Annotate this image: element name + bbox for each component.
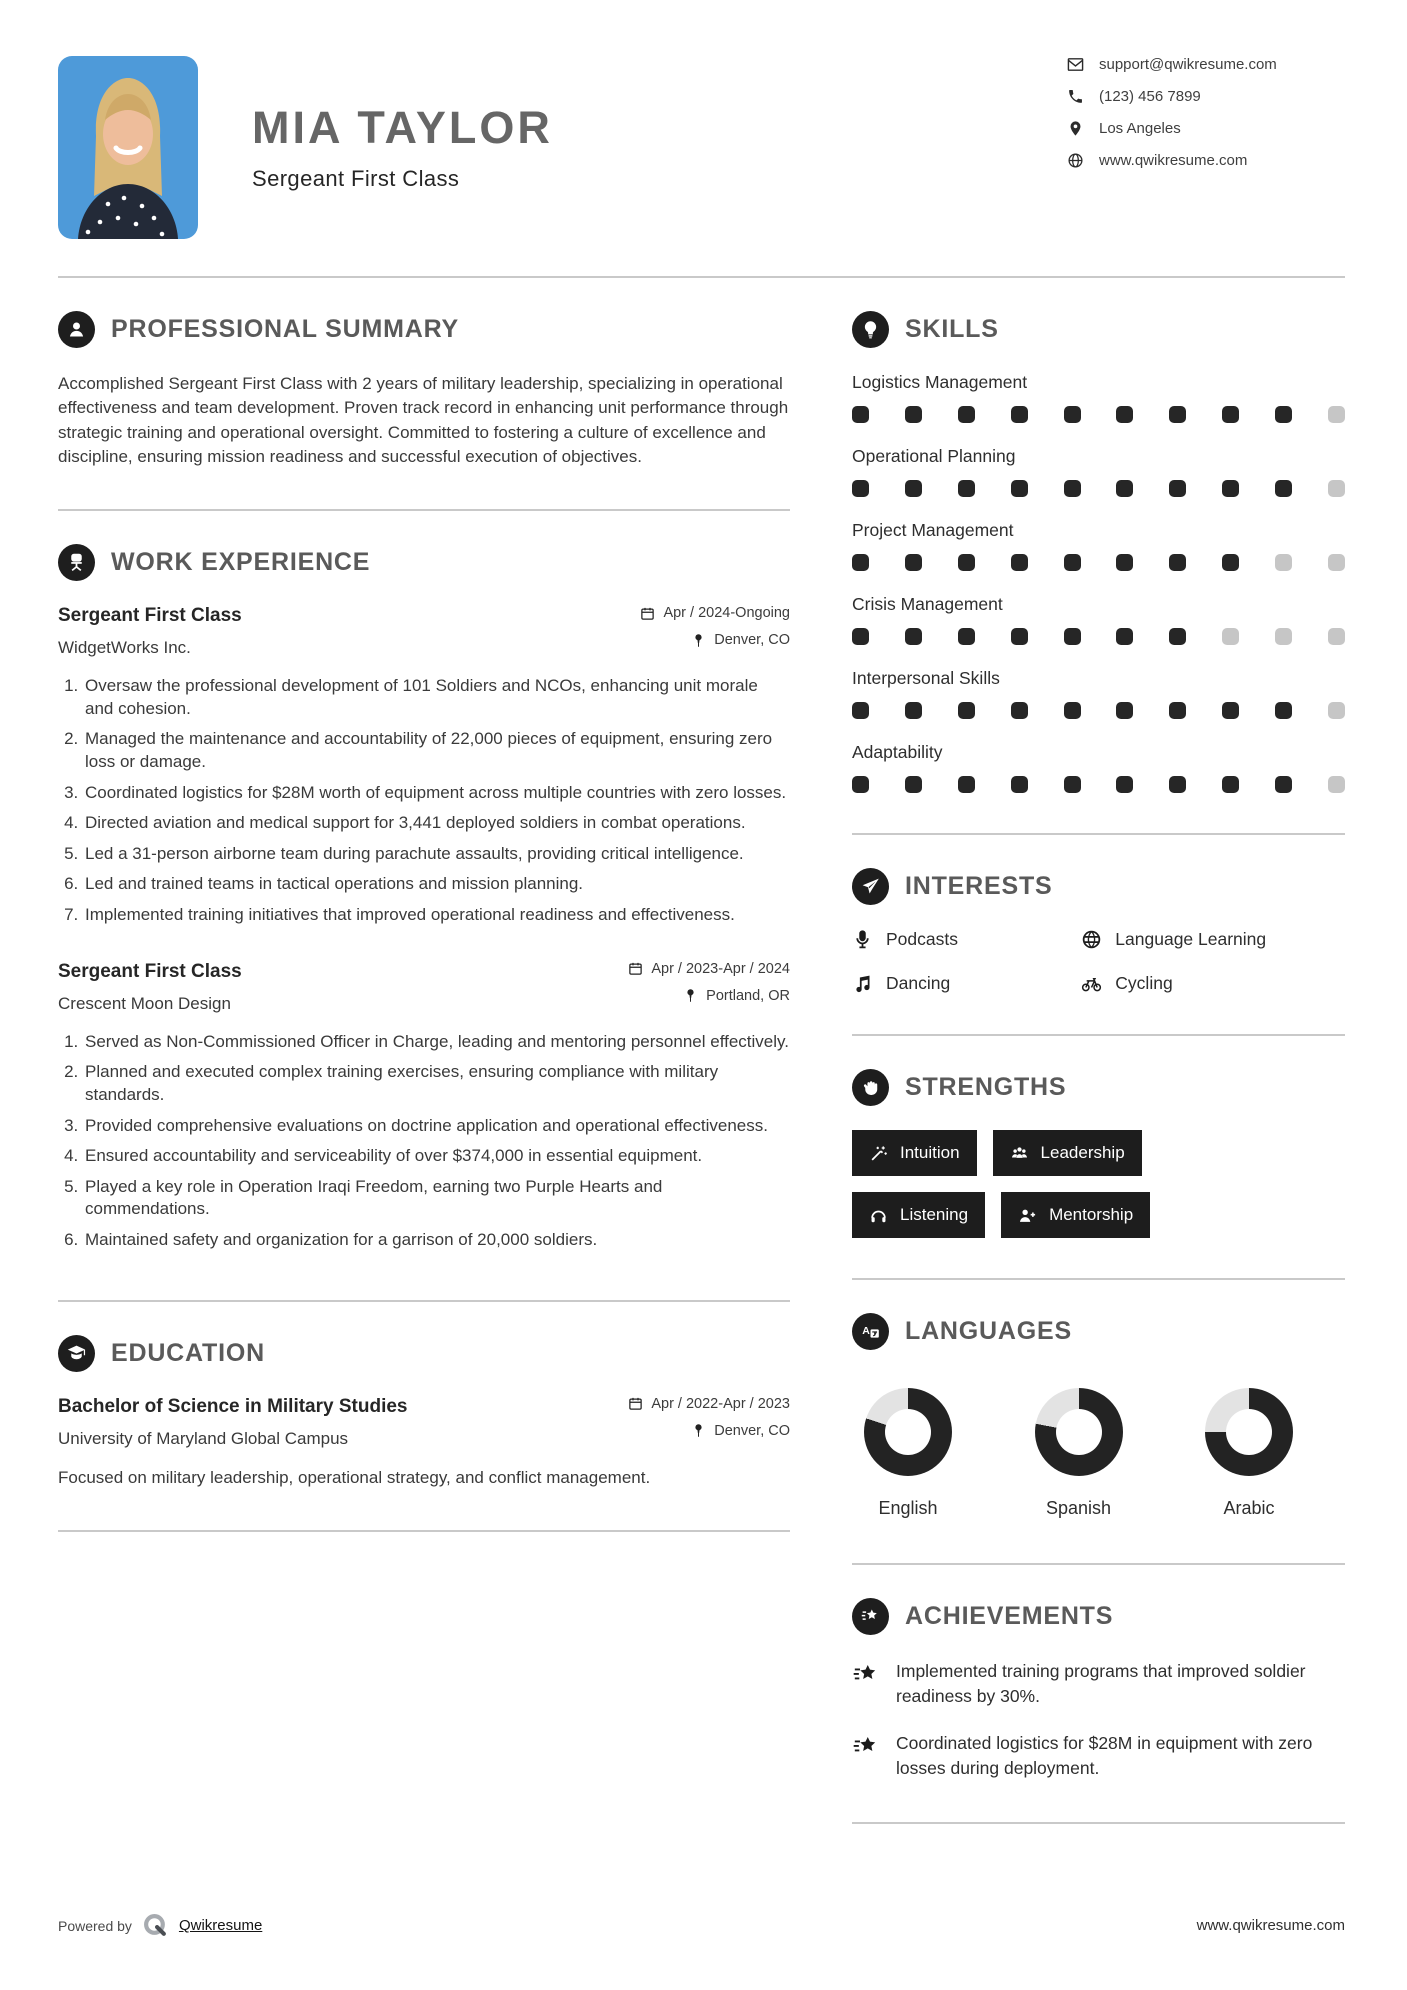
strengths-header bbox=[852, 1069, 1345, 1106]
skill-dots bbox=[852, 480, 1345, 497]
education-head bbox=[58, 1396, 790, 1450]
skill-dot bbox=[1222, 480, 1239, 497]
pushpin-icon bbox=[683, 988, 698, 1003]
skill-dot bbox=[852, 628, 869, 645]
skill-dot bbox=[958, 776, 975, 793]
person-plus-icon bbox=[1018, 1206, 1037, 1225]
bicycle-icon bbox=[1081, 973, 1102, 994]
job-titles bbox=[58, 961, 242, 1014]
skill-name: Project Management bbox=[852, 520, 1014, 540]
achievement-item bbox=[852, 1731, 1345, 1782]
job-bullet: 6. Led and trained teams in tactical operations and mission planning. bbox=[83, 873, 790, 896]
skill-dot bbox=[1116, 554, 1133, 571]
calendar-icon bbox=[628, 1396, 643, 1411]
interest-item bbox=[852, 973, 1081, 994]
svg-text:A: A bbox=[862, 1325, 870, 1338]
skill-name: Adaptability bbox=[852, 742, 943, 762]
footer bbox=[58, 1913, 1345, 1938]
skill-dot bbox=[958, 702, 975, 719]
skill-dot bbox=[852, 480, 869, 497]
skill-dot bbox=[1116, 406, 1133, 423]
interests-title: INTERESTS bbox=[905, 872, 1053, 900]
skill-dot bbox=[958, 628, 975, 645]
skill-dot bbox=[1116, 702, 1133, 719]
strength-badge bbox=[993, 1130, 1142, 1176]
skill-dot bbox=[1222, 554, 1239, 571]
globe-icon bbox=[1081, 929, 1102, 950]
skill-dot bbox=[1116, 480, 1133, 497]
section-achievements bbox=[852, 1565, 1345, 1824]
contact-website bbox=[1067, 152, 1345, 169]
skill-dot bbox=[958, 480, 975, 497]
job-bullet: 1. Oversaw the professional development of 101 Soldiers and NCOs, enhancing unit morale and cohesion. bbox=[83, 675, 790, 720]
pushpin-icon bbox=[691, 633, 706, 648]
qwikresume-link[interactable]: Qwikresume bbox=[178, 1917, 263, 1934]
skill-dot bbox=[1011, 554, 1028, 571]
skill-dot bbox=[1064, 406, 1081, 423]
section-languages bbox=[852, 1280, 1345, 1565]
job-bullet: 6. Maintained safety and organization for a garrison of 20,000 soldiers. bbox=[83, 1229, 790, 1252]
skill-dot bbox=[852, 554, 869, 571]
music-note-icon bbox=[852, 973, 873, 994]
calendar-icon bbox=[628, 961, 643, 976]
graduate-icon bbox=[58, 1335, 95, 1372]
language-name: Spanish bbox=[1045, 1498, 1112, 1518]
skill-dot bbox=[1222, 628, 1239, 645]
achievement-text: Coordinated logistics for $28M in equipment with zero losses during deployment. bbox=[896, 1732, 1313, 1779]
language-item bbox=[1205, 1388, 1293, 1519]
skill-dots bbox=[852, 776, 1345, 793]
job-bullets bbox=[58, 675, 790, 926]
skill-dot bbox=[1011, 628, 1028, 645]
skill-row bbox=[852, 594, 1345, 645]
pushpin-icon bbox=[691, 1423, 706, 1438]
skill-dot bbox=[905, 406, 922, 423]
skill-dot bbox=[1275, 480, 1292, 497]
right-column bbox=[852, 278, 1345, 1824]
skill-dot bbox=[1011, 776, 1028, 793]
contact-phone-text: (123) 456 7899 bbox=[1099, 88, 1201, 105]
left-column bbox=[58, 278, 790, 1824]
job-bullet: 2. Managed the maintenance and accountability of 22,000 pieces of equipment, ensuring zero loss or damage. bbox=[83, 728, 790, 773]
skill-dot bbox=[1064, 702, 1081, 719]
job-bullet: 3. Provided comprehensive evaluations on doctrine application and operational effectiveness. bbox=[83, 1115, 790, 1138]
shooting-star-icon bbox=[852, 1598, 889, 1635]
skill-dot bbox=[1275, 628, 1292, 645]
skill-dot bbox=[905, 554, 922, 571]
interests-header bbox=[852, 868, 1345, 905]
interests-grid bbox=[852, 929, 1345, 994]
translate-icon bbox=[852, 1313, 889, 1350]
office-chair-icon bbox=[58, 544, 95, 581]
skill-dot bbox=[1275, 702, 1292, 719]
summary-title: PROFESSIONAL SUMMARY bbox=[111, 315, 459, 343]
job-dates-text: Apr / 2023-Apr / 2024 bbox=[651, 960, 790, 977]
interest-label: Language Learning bbox=[1115, 929, 1267, 949]
skill-dot bbox=[1169, 702, 1186, 719]
skill-dot bbox=[1328, 702, 1345, 719]
section-skills bbox=[852, 278, 1345, 835]
education-titles bbox=[58, 1396, 408, 1449]
skill-dot bbox=[1275, 406, 1292, 423]
skill-dot bbox=[852, 776, 869, 793]
job-head bbox=[58, 605, 790, 659]
skill-dot bbox=[905, 480, 922, 497]
skill-dot bbox=[1222, 702, 1239, 719]
job-bullet: 3. Coordinated logistics for $28M worth of equipment across multiple countries with zero losses. bbox=[83, 782, 790, 805]
skill-dot bbox=[905, 776, 922, 793]
skill-dot bbox=[1169, 628, 1186, 645]
paper-plane-icon bbox=[852, 868, 889, 905]
skill-dot bbox=[1275, 554, 1292, 571]
job-bullet: 4. Ensured accountability and serviceability of over $374,000 in essential equipment. bbox=[83, 1145, 790, 1168]
skill-name: Interpersonal Skills bbox=[852, 668, 1000, 688]
job-meta bbox=[640, 605, 790, 659]
header bbox=[58, 56, 1345, 239]
skill-dot bbox=[1169, 480, 1186, 497]
achievement-item bbox=[852, 1659, 1345, 1710]
qwikresume-logo bbox=[143, 1913, 168, 1938]
job-company: WidgetWorks Inc. bbox=[58, 638, 191, 658]
strength-label: Intuition bbox=[900, 1143, 960, 1162]
contact-email bbox=[1067, 56, 1345, 73]
skill-dot bbox=[1011, 406, 1028, 423]
magic-wand-icon bbox=[869, 1144, 888, 1163]
skill-dot bbox=[1116, 776, 1133, 793]
contact-location bbox=[1067, 120, 1345, 137]
skill-dots bbox=[852, 554, 1345, 571]
job-bullet: 4. Directed aviation and medical support for 3,441 deployed soldiers in combat operations. bbox=[83, 812, 790, 835]
skills-header bbox=[852, 311, 1345, 348]
contact-email-text: support@qwikresume.com bbox=[1099, 56, 1277, 73]
donut-hole bbox=[1226, 1409, 1272, 1455]
skill-dot bbox=[852, 702, 869, 719]
degree: Bachelor of Science in Military Studies bbox=[58, 1395, 408, 1417]
job-location bbox=[628, 988, 790, 1004]
profile-photo bbox=[58, 56, 198, 239]
section-interests bbox=[852, 835, 1345, 1036]
language-name: Arabic bbox=[1223, 1498, 1275, 1518]
globe-icon bbox=[1067, 152, 1084, 169]
section-education bbox=[58, 1302, 790, 1532]
footer-website: www.qwikresume.com bbox=[1196, 1917, 1345, 1934]
donut-hole bbox=[885, 1409, 931, 1455]
shooting-star-icon bbox=[852, 1661, 879, 1688]
achievements-title: ACHIEVEMENTS bbox=[905, 1602, 1114, 1630]
skill-row bbox=[852, 372, 1345, 423]
person-name: MIA TAYLOR bbox=[252, 102, 553, 153]
strength-badge bbox=[852, 1192, 985, 1238]
skill-row bbox=[852, 742, 1345, 793]
lightbulb-icon bbox=[852, 311, 889, 348]
section-professional-summary bbox=[58, 278, 790, 511]
skill-dot bbox=[1222, 776, 1239, 793]
skill-dot bbox=[1064, 480, 1081, 497]
shooting-star-icon bbox=[852, 1733, 879, 1760]
contact-phone bbox=[1067, 88, 1345, 105]
skill-dot bbox=[1328, 776, 1345, 793]
education-description: Focused on military leadership, operational strategy, and conflict management. bbox=[58, 1467, 651, 1487]
job-bullet: 2. Planned and executed complex training exercises, ensuring compliance with military standards. bbox=[83, 1061, 790, 1106]
languages-title: LANGUAGES bbox=[905, 1317, 1072, 1345]
contact-block bbox=[1067, 56, 1345, 169]
job-dates-text: Apr / 2024-Ongoing bbox=[663, 605, 790, 622]
interest-label: Cycling bbox=[1115, 973, 1173, 993]
interest-item bbox=[852, 929, 1081, 950]
powered-by bbox=[58, 1913, 262, 1938]
strength-badge bbox=[1001, 1192, 1150, 1238]
skill-row bbox=[852, 668, 1345, 719]
skill-dot bbox=[1328, 628, 1345, 645]
section-work-experience bbox=[58, 511, 790, 1301]
skill-dot bbox=[905, 702, 922, 719]
language-item bbox=[864, 1388, 952, 1519]
skill-dot bbox=[1064, 628, 1081, 645]
interest-item bbox=[1081, 973, 1345, 994]
education-dates bbox=[628, 1396, 790, 1412]
donut-hole bbox=[1056, 1409, 1102, 1455]
achievement-text: Implemented training programs that improved soldier readiness by 30%. bbox=[896, 1661, 1306, 1707]
school: University of Maryland Global Campus bbox=[58, 1428, 349, 1448]
email-icon bbox=[1067, 56, 1084, 73]
skill-dot bbox=[1328, 554, 1345, 571]
strength-label: Listening bbox=[900, 1205, 969, 1224]
job-dates bbox=[628, 961, 790, 977]
job-head bbox=[58, 961, 790, 1015]
strengths-title: STRENGTHS bbox=[905, 1073, 1067, 1101]
languages-header bbox=[852, 1313, 1345, 1350]
education-location bbox=[628, 1423, 790, 1439]
work-title: WORK EXPERIENCE bbox=[111, 548, 371, 577]
interest-label: Dancing bbox=[886, 973, 951, 993]
education-header bbox=[58, 1335, 790, 1372]
job-bullets bbox=[58, 1031, 790, 1252]
achievements-header bbox=[852, 1598, 1345, 1635]
skill-dot bbox=[958, 406, 975, 423]
education-meta bbox=[628, 1396, 790, 1450]
skill-name: Operational Planning bbox=[852, 446, 1016, 466]
skill-row bbox=[852, 446, 1345, 497]
job-bullet: 1. Served as Non-Commissioned Officer in Charge, leading and mentoring personnel effectively. bbox=[83, 1031, 790, 1054]
job-bullet: 7. Implemented training initiatives that improved operational readiness and effectiveness. bbox=[83, 904, 790, 927]
skill-name: Logistics Management bbox=[852, 372, 1028, 392]
skill-dots bbox=[852, 406, 1345, 423]
summary-header bbox=[58, 311, 790, 348]
skills-title: SKILLS bbox=[905, 315, 999, 343]
strength-badges bbox=[852, 1130, 1272, 1238]
education-location-text: Denver, CO bbox=[714, 1422, 790, 1439]
people-icon bbox=[1010, 1144, 1029, 1163]
skill-dot bbox=[1064, 554, 1081, 571]
person-icon bbox=[58, 311, 95, 348]
job-meta bbox=[628, 961, 790, 1015]
skill-dot bbox=[1328, 406, 1345, 423]
skill-dot bbox=[958, 554, 975, 571]
job-location-text: Portland, OR bbox=[706, 987, 790, 1004]
language-donut bbox=[1205, 1388, 1293, 1476]
job-title: Sergeant First Class bbox=[58, 960, 242, 982]
skill-row bbox=[852, 520, 1345, 571]
job-location-text: Denver, CO bbox=[714, 632, 790, 649]
skill-dot bbox=[1328, 480, 1345, 497]
skill-dot bbox=[1222, 406, 1239, 423]
skill-dot bbox=[1169, 554, 1186, 571]
skill-dot bbox=[852, 406, 869, 423]
headphones-icon bbox=[869, 1206, 888, 1225]
section-strengths bbox=[852, 1036, 1345, 1280]
language-donut bbox=[864, 1388, 952, 1476]
job-location bbox=[640, 632, 790, 648]
person-title: Sergeant First Class bbox=[252, 166, 460, 191]
interest-label: Podcasts bbox=[886, 929, 958, 949]
education-title: EDUCATION bbox=[111, 1338, 265, 1367]
skill-dot bbox=[1169, 776, 1186, 793]
contact-location-text: Los Angeles bbox=[1099, 120, 1181, 137]
education-dates-text: Apr / 2022-Apr / 2023 bbox=[651, 1395, 790, 1412]
language-donut bbox=[1035, 1388, 1123, 1476]
fist-icon bbox=[852, 1069, 889, 1106]
job-bullet: 5. Played a key role in Operation Iraqi Freedom, earning two Purple Hearts and commendations. bbox=[83, 1176, 790, 1221]
job-dates bbox=[640, 605, 790, 621]
interest-item bbox=[1081, 929, 1345, 950]
job-bullet: 5. Led a 31-person airborne team during parachute assaults, providing critical intelligence. bbox=[83, 843, 790, 866]
name-block bbox=[252, 56, 553, 192]
skill-dots bbox=[852, 628, 1345, 645]
strength-label: Leadership bbox=[1040, 1143, 1125, 1162]
language-item bbox=[1035, 1388, 1123, 1519]
job-company: Crescent Moon Design bbox=[58, 993, 231, 1013]
language-name: English bbox=[878, 1498, 938, 1518]
skill-dot bbox=[1275, 776, 1292, 793]
location-icon bbox=[1067, 120, 1084, 137]
microphone-icon bbox=[852, 929, 873, 950]
skill-dots bbox=[852, 702, 1345, 719]
phone-icon bbox=[1067, 88, 1084, 105]
strength-badge bbox=[852, 1130, 977, 1176]
skill-dot bbox=[1011, 480, 1028, 497]
contact-website-text: www.qwikresume.com bbox=[1099, 152, 1248, 169]
job-title: Sergeant First Class bbox=[58, 605, 242, 627]
strength-label: Mentorship bbox=[1049, 1205, 1134, 1224]
columns bbox=[58, 278, 1345, 1824]
work-header bbox=[58, 544, 790, 581]
skill-dot bbox=[1011, 702, 1028, 719]
job-titles bbox=[58, 605, 242, 658]
skill-name: Crisis Management bbox=[852, 594, 1003, 614]
skill-dot bbox=[1116, 628, 1133, 645]
summary-text: Accomplished Sergeant First Class with 2 years of military leadership, specializing in operational effectiveness and team development. Proven track record in enhancing unit performance through strategic training and operational oversight. Committed to fostering a culture of excellence and discipline, ensuring mission readiness and successful execution of objectives. bbox=[58, 374, 789, 466]
skill-dot bbox=[1064, 776, 1081, 793]
avatar bbox=[58, 56, 198, 239]
job-entry bbox=[58, 961, 790, 1252]
skill-dot bbox=[1169, 406, 1186, 423]
skill-dot bbox=[905, 628, 922, 645]
powered-by-label: Powered by bbox=[58, 1917, 132, 1934]
languages-row bbox=[852, 1374, 1345, 1523]
job-entry bbox=[58, 605, 790, 926]
calendar-icon bbox=[640, 606, 655, 621]
